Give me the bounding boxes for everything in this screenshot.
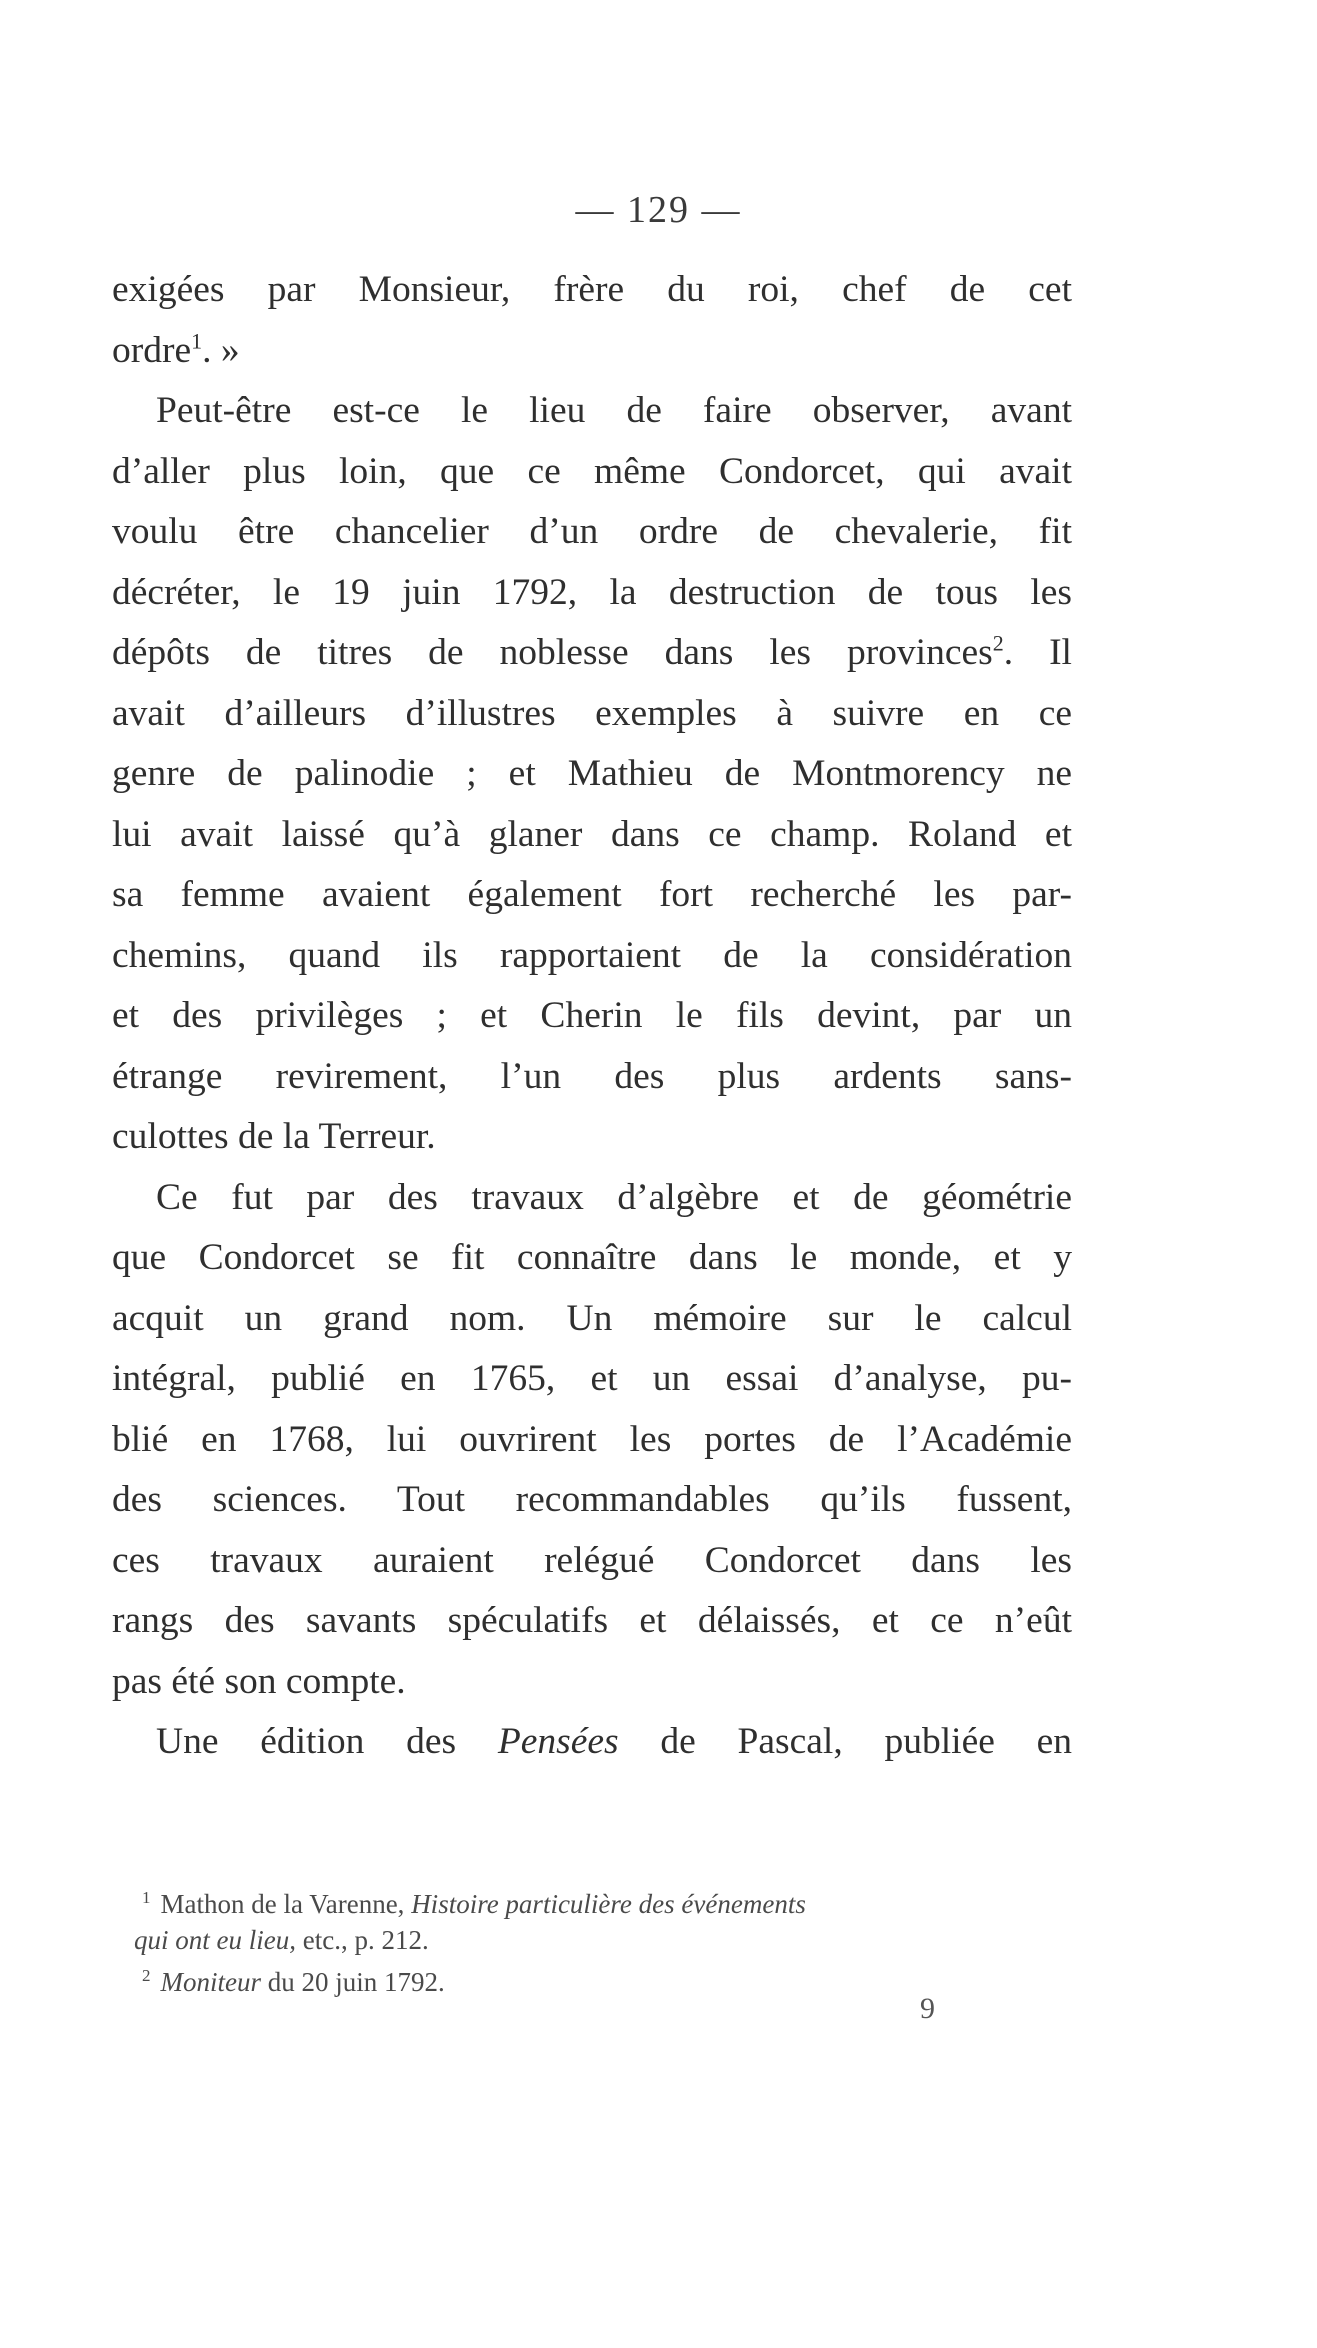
text-line: avait d’ailleurs d’illustres exemples à suivre en ce (112, 692, 1072, 734)
text-line: sa femme avaient également fort recherché les par- (112, 874, 1072, 915)
footnote-marker: 2 (142, 1966, 151, 1985)
text-line: acquit un grand nom. Un mémoire sur le calcul (112, 1297, 1072, 1339)
text-line: pas été son compte. (112, 1660, 406, 1702)
text-line: ces travaux auraient relégué Condorcet dans les (112, 1539, 1072, 1581)
text-line: d’aller plus loin, que ce même Condorcet, qui avait (112, 450, 1072, 492)
text-fragment: ordre (112, 329, 192, 371)
text-fragment: Une édition des (156, 1721, 457, 1762)
text-fragment: . Il (1003, 632, 1072, 673)
text-line: culottes de la Terreur. (112, 1116, 436, 1157)
footnote-tail: du 20 juin 1792. (267, 1967, 445, 1997)
text-line: décréter, le 19 juin 1792, la destruction de tous les (112, 571, 1072, 613)
text-line: chemins, quand ils rapportaient de la considération (112, 934, 1072, 976)
footnotes (134, 1880, 1072, 2000)
footnote-1-continued (134, 1922, 1072, 1958)
body-text (112, 260, 1072, 1773)
footnote-author: Mathon de la Varenne, (160, 1889, 405, 1919)
text-fragment: . » (202, 329, 240, 371)
footnote-tail: etc., p. 212. (302, 1925, 429, 1955)
text-line: rangs des savants spéculatifs et délaissés, et ce n’eût (112, 1600, 1072, 1641)
text-line: Peut-être est-ce le lieu de faire observer, avant (156, 390, 1072, 431)
text-line (112, 1712, 1072, 1773)
text-line: des sciences. Tout recommandables qu’ils fussent, (112, 1479, 1072, 1520)
text-line: exigées par Monsieur, frère du roi, chef de cet (112, 269, 1072, 310)
italic-title: Pensées (497, 1721, 619, 1762)
text-line: Ce fut par des travaux d’algèbre et de géométrie (156, 1176, 1072, 1218)
text-line: genre de palinodie ; et Mathieu de Montmorency ne (112, 753, 1072, 794)
text-line: intégral, publié en 1765, et un essai d’analyse, pu- (112, 1358, 1072, 1399)
footnote-1 (142, 1880, 1072, 1922)
text-fragment: dépôts de titres de noblesse dans les provinces (112, 632, 993, 673)
text-line: étrange revirement, l’un des plus ardents sans- (112, 1055, 1072, 1097)
text-line: blié en 1768, lui ouvrirent les portes de l’Académie (112, 1418, 1072, 1460)
text-fragment: de Pascal, publiée en (660, 1721, 1072, 1762)
signature-mark: 9 (920, 1992, 935, 2025)
text-line: que Condorcet se fit connaître dans le monde, et y (112, 1237, 1072, 1278)
footnote-ref: 2 (992, 630, 1004, 656)
page-number: — 129 — (575, 189, 742, 231)
text-line: lui avait laissé qu’à glaner dans ce champ. Roland et (112, 813, 1072, 855)
text-line: et des privilèges ; et Cherin le fils devint, par un (112, 995, 1072, 1036)
footnote-title: Moniteur (160, 1967, 261, 1997)
text-line: voulu être chancelier d’un ordre de chevalerie, fit (112, 511, 1072, 552)
footnote-title: Histoire particulière des événements (411, 1889, 806, 1919)
text-line (112, 321, 1072, 382)
text-line (112, 623, 1072, 684)
footnote-marker: 1 (142, 1888, 151, 1907)
footnote-ref: 1 (191, 328, 203, 353)
footnote-title-cont: qui ont eu lieu, (134, 1925, 296, 1955)
